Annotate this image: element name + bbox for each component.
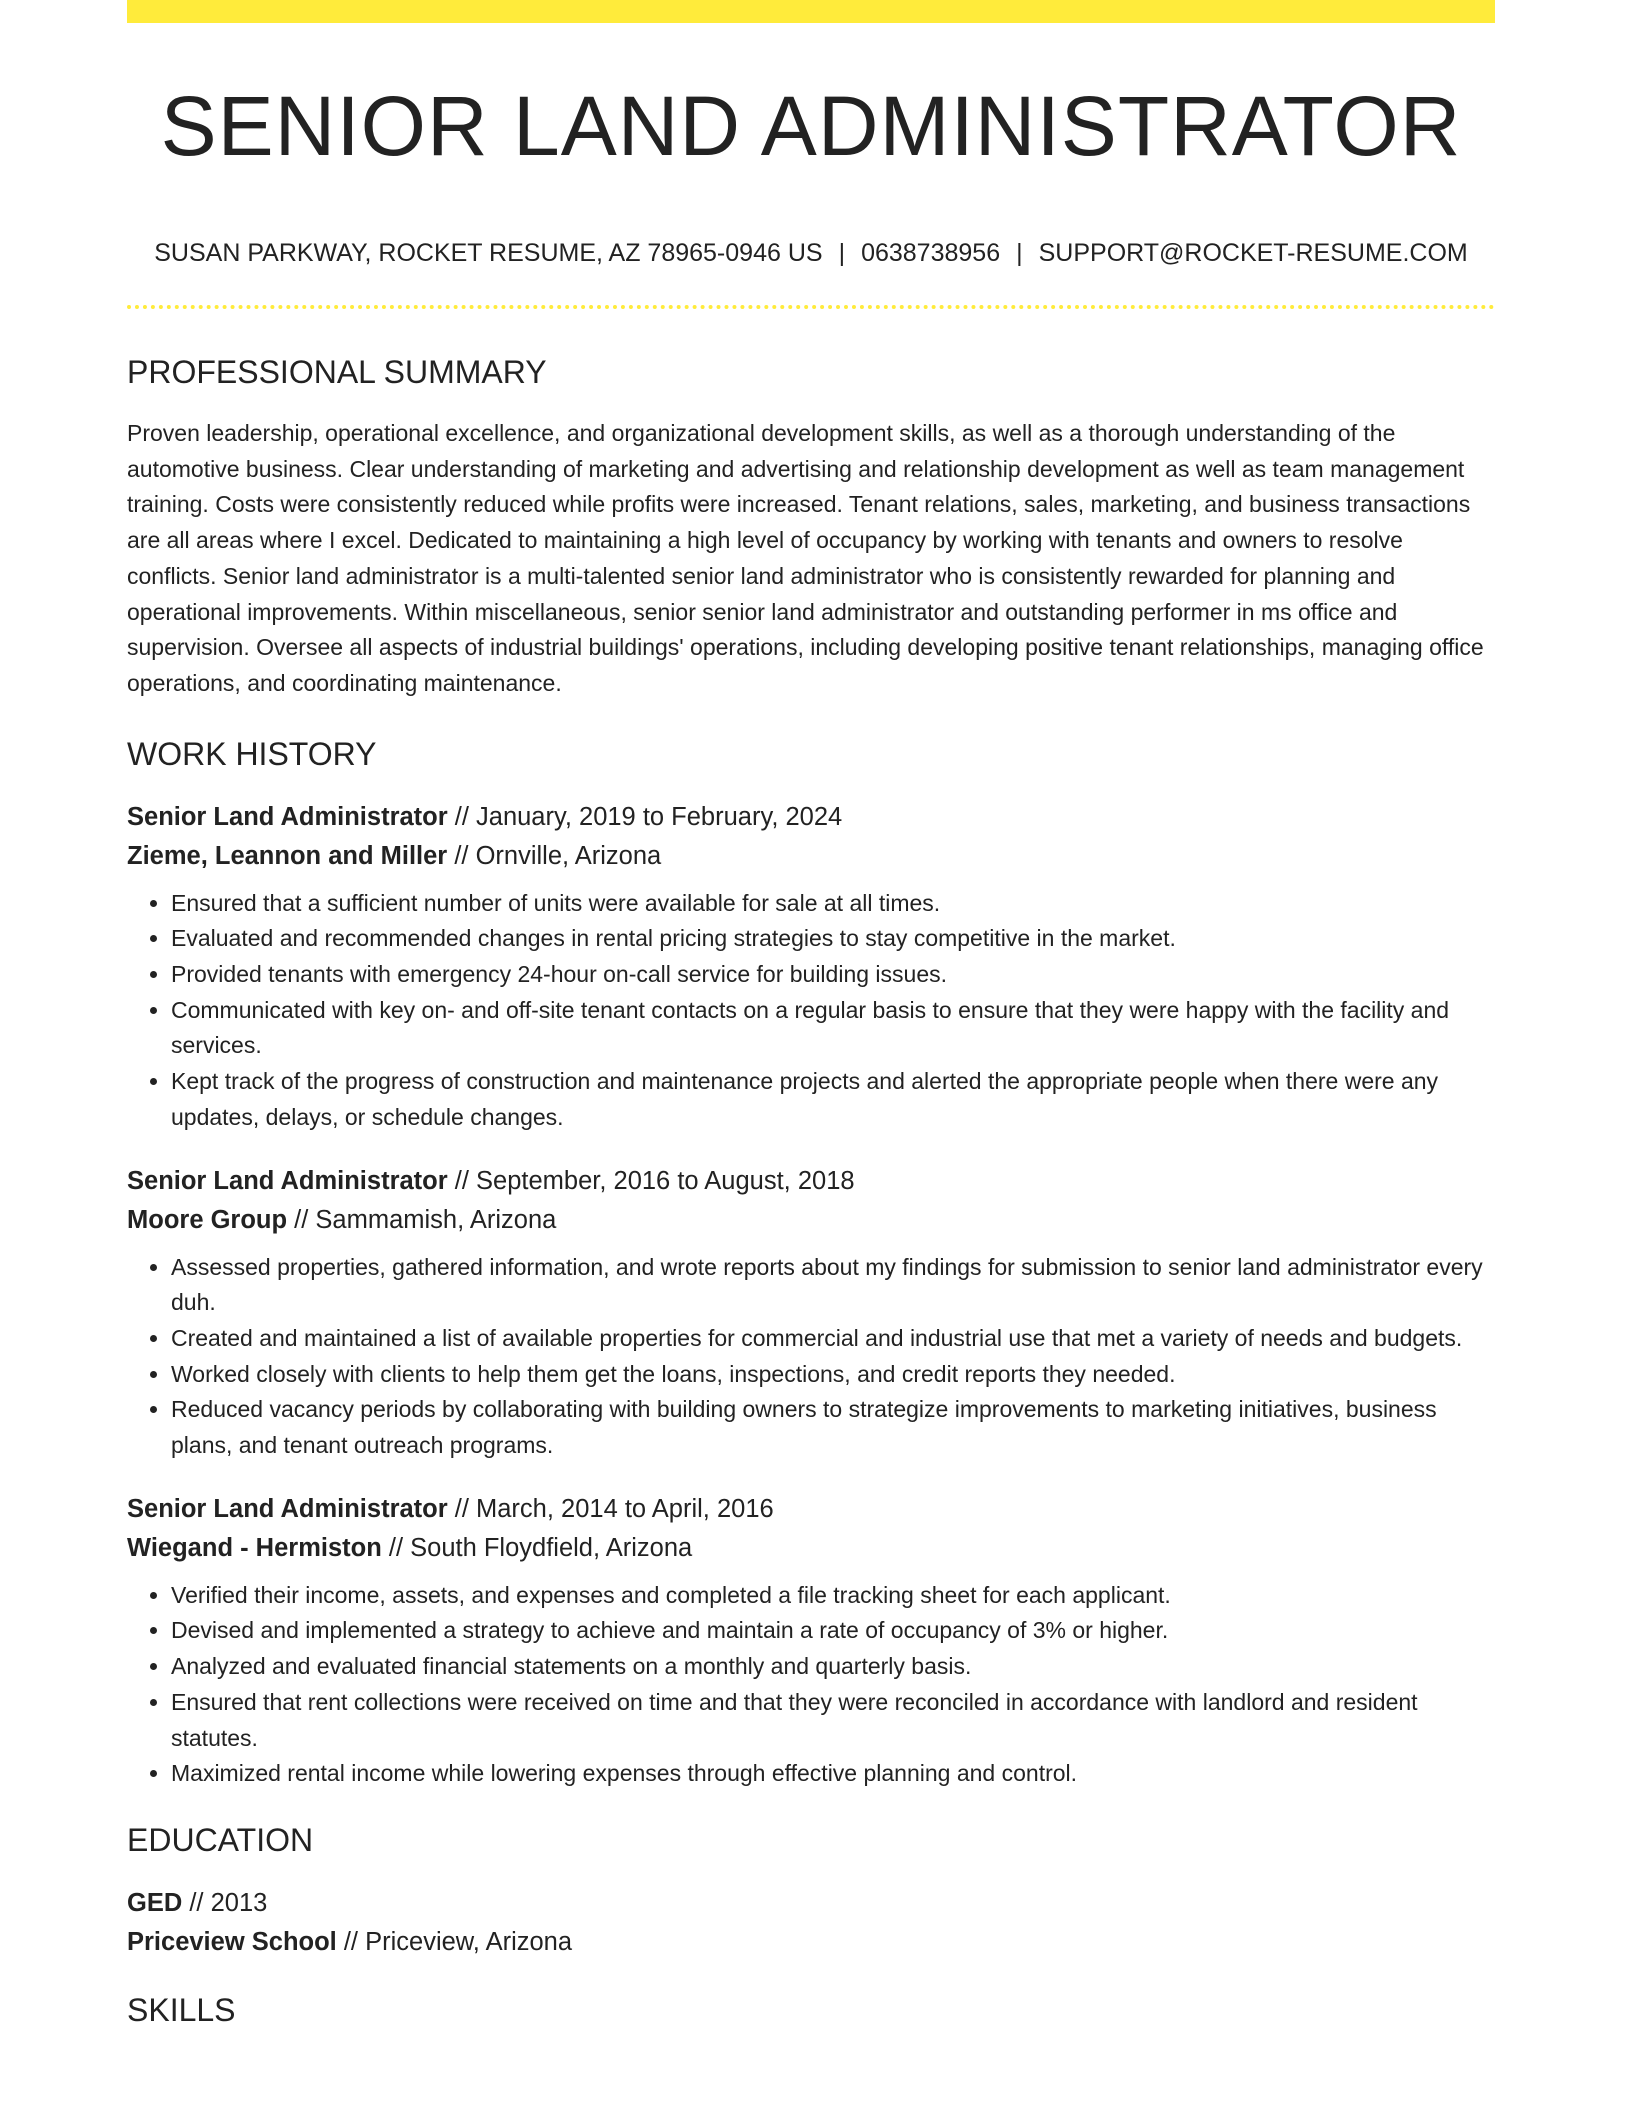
job-bullet: • Maximized rental income while lowering expenses through effective planning and control.: [171, 1756, 1495, 1792]
job-bullet: • Devised and implemented a strategy to achieve and maintain a rate of occupancy of 3% or higher.: [171, 1613, 1495, 1649]
contact-phone: 0638738956: [861, 239, 1001, 267]
job-bullet: • Created and maintained a list of available properties for commercial and industrial use that met a variety of needs and budgets.: [171, 1321, 1495, 1357]
job-bullet: • Analyzed and evaluated financial statements on a monthly and quarterly basis.: [171, 1649, 1495, 1685]
education-year: // 2013: [182, 1888, 268, 1917]
job-company-line: [127, 837, 1495, 876]
job-bullets: [127, 886, 1495, 1136]
job-company-line: [127, 1201, 1495, 1240]
job-bullet: • Ensured that rent collections were received on time and that they were reconciled in accordance with landlord and resident statutes.: [171, 1685, 1495, 1756]
accent-bar: [127, 0, 1495, 23]
job-entry: [127, 798, 1495, 1136]
job-company: Moore Group: [127, 1205, 288, 1234]
job-bullet: • Communicated with key on- and off-site tenant contacts on a regular basis to ensure that they were happy with the facility and services.: [171, 993, 1495, 1064]
job-bullet: • Assessed properties, gathered information, and wrote reports about my findings for submission to senior land administrator every duh.: [171, 1250, 1495, 1321]
job-entry: [127, 1490, 1495, 1792]
contact-line: [127, 236, 1495, 270]
job-role: Senior Land Administrator: [127, 1494, 448, 1523]
dotted-divider: [127, 305, 1495, 309]
job-company: Wiegand - Hermiston: [127, 1533, 382, 1562]
job-entry: [127, 1162, 1495, 1464]
contact-address: SUSAN PARKWAY, ROCKET RESUME, AZ 78965-0946 US: [154, 239, 823, 267]
job-bullet: • Evaluated and recommended changes in rental pricing strategies to stay competitive in the market.: [171, 921, 1495, 957]
summary-text: Proven leadership, operational excellence, and organizational development skills, as well as a thorough understanding of the automotive business. Clear understanding of marketing and advertising and relationship development as well as team management training. Costs were consistently reduced while profits were increased. Tenant relations, sales, marketing, and business transactions are all areas where I excel. Dedicated to maintaining a high level of occupancy by working with tenants and owners to resolve conflicts. Senior land administrator is a multi-talented senior land administrator who is consistently rewarded for planning and operational improvements. Within miscellaneous, senior senior land administrator and outstanding performer in ms office and supervision. Oversee all aspects of industrial buildings' operations, including developing positive tenant relationships, managing office operations, and coordinating maintenance.: [127, 420, 1484, 696]
education-degree-line: [127, 1884, 1495, 1923]
job-location: // South Floydfield, Arizona: [381, 1533, 693, 1562]
job-bullet: • Kept track of the progress of construction and maintenance projects and alerted the appropriate people when there were any updates, delays, or schedule changes.: [171, 1064, 1495, 1135]
job-bullets: [127, 1578, 1495, 1792]
job-role: Senior Land Administrator: [127, 802, 448, 831]
job-location: // Ornville, Arizona: [447, 841, 662, 870]
job-company-line: [127, 1529, 1495, 1568]
resume-title: SENIOR LAND ADMINISTRATOR: [160, 79, 1462, 173]
education-entry: [127, 1884, 1495, 1962]
job-role: Senior Land Administrator: [127, 1166, 448, 1195]
work-history-heading: WORK HISTORY: [127, 735, 377, 772]
contact-separator: |: [838, 239, 846, 267]
contact-separator: |: [1016, 239, 1023, 267]
education-school-line: [127, 1923, 1495, 1962]
job-title-line: [127, 798, 1495, 837]
education-school: Priceview School: [127, 1927, 337, 1956]
job-bullet: • Verified their income, assets, and expenses and completed a file tracking sheet for each applicant.: [171, 1578, 1495, 1614]
contact-email: SUPPORT@ROCKET-RESUME.COM: [1038, 239, 1468, 267]
job-bullet: • Reduced vacancy periods by collaborating with building owners to strategize improvements to marketing initiatives, business plans, and tenant outreach programs.: [171, 1392, 1495, 1463]
job-dates: // March, 2014 to April, 2016: [447, 1494, 774, 1523]
education-location: // Priceview, Arizona: [336, 1927, 573, 1956]
job-bullets: [127, 1250, 1495, 1464]
education-heading: EDUCATION: [127, 1821, 314, 1858]
skills-heading: SKILLS: [127, 1991, 236, 2028]
job-dates: // September, 2016 to August, 2018: [447, 1166, 855, 1195]
summary-heading: PROFESSIONAL SUMMARY: [127, 354, 547, 390]
job-bullet: • Provided tenants with emergency 24-hour on-call service for building issues.: [171, 957, 1495, 993]
job-title-line: [127, 1162, 1495, 1201]
education-degree: GED: [127, 1888, 183, 1917]
job-company: Zieme, Leannon and Miller: [127, 841, 448, 870]
job-title-line: [127, 1490, 1495, 1529]
resume-content: [127, 350, 1495, 2054]
job-bullet: • Worked closely with clients to help them get the loans, inspections, and credit reports they needed.: [171, 1357, 1495, 1393]
job-location: // Sammamish, Arizona: [287, 1205, 557, 1234]
job-dates: // January, 2019 to February, 2024: [447, 802, 843, 831]
job-bullet: • Ensured that a sufficient number of units were available for sale at all times.: [171, 886, 1495, 922]
